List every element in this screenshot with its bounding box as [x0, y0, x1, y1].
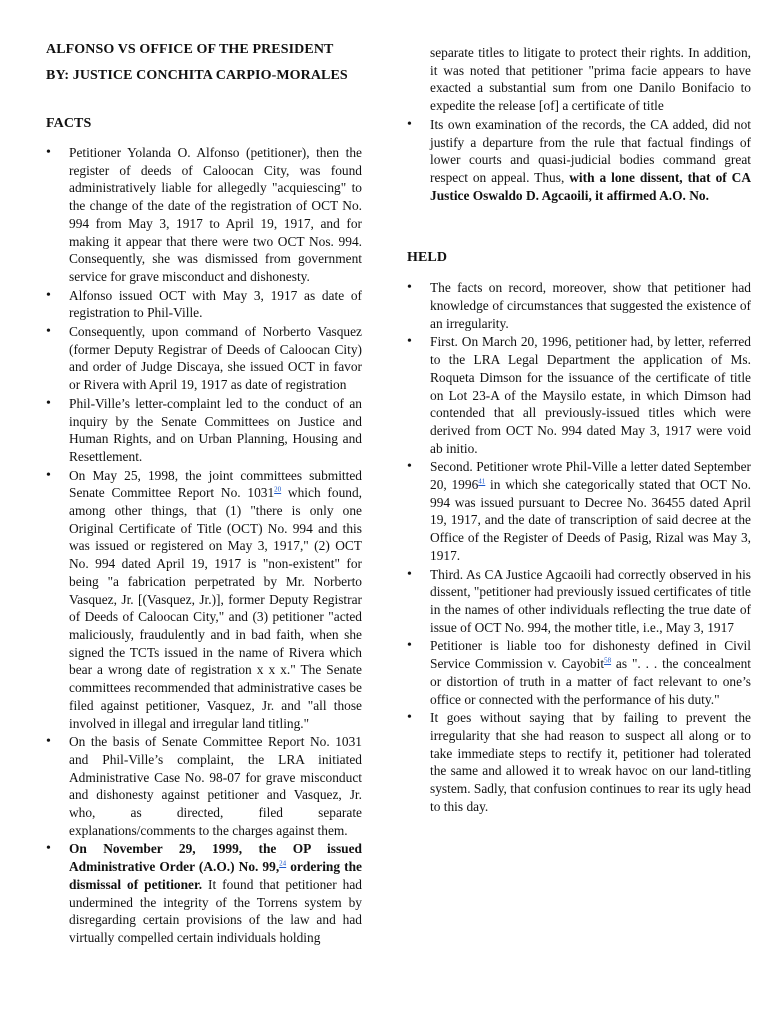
facts-heading: FACTS — [46, 116, 92, 131]
held-item: • Third. As CA Justice Agcaoili had correctly observed in his dissent, "petitioner had previously issued certificates of title in the names of other individuals reflecting the true date of issue of OCT No. 994, the mother title, i.e., May 3, 1917 — [407, 566, 751, 637]
held-item-text: in which she categorically stated that OCT No. 994 was issued pursuant to Decree No. 36455 dated April 19, 1917, and the date of transcription of said decree at the Office of the Register of Deeds of Pasig, Rizal was May 3, 1917. — [430, 477, 751, 563]
facts-item: • Petitioner Yolanda O. Alfonso (petitioner), then the register of deeds of Caloocan City, was found administratively liable for allegedly "acquiescing" to the change of the date of the registration of OCT No. 994 from May 3, 1917 to April 19, 1917, and for making it appear that there were two OCT Nos. 994. Consequently, she was dismissed from government service for grave misconduct and dishonesty. — [46, 144, 362, 286]
held-heading: HELD — [407, 250, 448, 266]
facts-item-bold: On November 29, 1999, the OP issued Administrative Order (A.O.) No. 99, — [69, 841, 362, 875]
facts-item-continuation: separate titles to litigate to protect their rights. In addition, it was noted that petitioner "prima facie appears to have exacted a substantial sum from one Danilo Bonifacio to expedite the release [of] a certificate of title — [430, 45, 751, 114]
left-column — [46, 0, 362, 948]
held-item: • It goes without saying that by failing to prevent the irregularity that she had reason to suspect all along or to take immediate steps to rectify it, petitioner had tolerated the same and allowed it to wreak havoc on our land-titling system. Sadly, that confusion continues to rear its ugly head to this day. — [407, 709, 751, 815]
facts-item-text: Its own examination of the records, the CA added, did not justify a departure from the rule that factual findings of lower courts and quasi-judicial bodies command great respect on appeal. Thus, — [430, 116, 751, 185]
footnote-link[interactable]: 24 — [279, 859, 287, 868]
footnote-link[interactable]: 20 — [274, 485, 282, 494]
case-title: ALFONSO VS OFFICE OF THE PRESIDENT — [46, 42, 334, 57]
held-list — [407, 279, 751, 815]
facts-item-bold: ordering the dismissal of petitioner. — [69, 859, 362, 892]
facts-item — [46, 467, 362, 733]
case-author: BY: JUSTICE CONCHITA CARPIO-MORALES — [46, 68, 348, 83]
held-item — [407, 637, 751, 708]
footnote-link[interactable]: 41 — [478, 477, 486, 486]
facts-item: • Alfonso issued OCT with May 3, 1917 as date of registration to Phil-Ville. — [46, 287, 362, 322]
facts-item: • Phil-Ville’s letter-complaint led to the conduct of an inquiry by the Senate Committees on Justice and Human Rights, and on Urban Planning, Housing and Resettlement. — [46, 395, 362, 466]
facts-list — [46, 144, 362, 947]
facts-item-text: It found that petitioner had undermined the integrity of the Torrens system by disregarding certain provisions of the law and had virtually compelled certain individuals holding — [69, 876, 362, 945]
held-item: • The facts on record, moreover, show that petitioner had knowledge of circumstances that suggested the existence of an irregularity. — [407, 279, 751, 332]
facts-list-continued — [407, 44, 751, 204]
facts-item-text: On May 25, 1998, the joint committees submitted Senate Committee Report No. 1031 — [69, 467, 362, 501]
footnote-link[interactable]: 58 — [604, 656, 612, 665]
held-item-text: Second. Petitioner wrote Phil-Ville a letter dated September 20, 1996 — [430, 459, 751, 493]
facts-item: • Consequently, upon command of Norberto Vasquez (former Deputy Registrar of Deeds of Caloocan City) and order of Judge Discaya, she issued OCT in favor or Rivera with April 19, 1917 as date of registration — [46, 323, 362, 394]
facts-item-text: which found, among other things, that (1) "there is only one Original Certificate of Title (OCT) No. 994 and this was issued or registered on May 3, 1917," (2) OCT No. 994 dated April 19, 1917 is "non-existent" for being "a fabrication perpetrated by Mr. Norberto Vasquez, Jr. [(Vasquez, Jr.)], former Deputy Registrar of Deeds of Caloocan City," and (3) petitioner "acted maliciously, fraudulently and in bad faith, when she signed the TCTs issued in the name of Rivera which bear a wrong date of registration x x x." The Senate committees recommended that administrative cases be filed against petitioner, Vasquez, Jr. and "all those involved in illegal and irregular land titling." — [69, 485, 362, 731]
facts-item — [407, 116, 751, 205]
facts-item-bold: with a lone dissent, that of CA Justice Oswaldo D. Agcaoili, it affirmed A.O. No. — [430, 169, 751, 203]
held-item — [407, 458, 751, 564]
held-item-text: as ". . . the concealment or distortion of truth in a matter of fact relevant to one’s office or connected with the performance of his duty." — [430, 656, 751, 707]
held-item: • First. On March 20, 1996, petitioner had, by letter, referred to the LRA Legal Department the application of Ms. Roqueta Dimson for the issuance of the certificate of title on Lot 23-A of the Maysilo estate, in which Dimson had contended that all previously-issued titles which were derived from OCT No. 994 dated May 3, 1917 were void ab initio. — [407, 333, 751, 457]
right-column — [407, 0, 751, 816]
held-item-text: Petitioner is liable too for dishonesty defined in Civil Service Commission v. Cayobit — [430, 638, 751, 672]
facts-item: • On the basis of Senate Committee Report No. 1031 and Phil-Ville’s complaint, the LRA initiated Administrative Case No. 98-07 for grave misconduct and dishonesty against petitioner and Vasquez, Jr. who, as directed, filed separate explanations/comments to the charges against them. — [46, 733, 362, 839]
facts-item — [46, 840, 362, 946]
